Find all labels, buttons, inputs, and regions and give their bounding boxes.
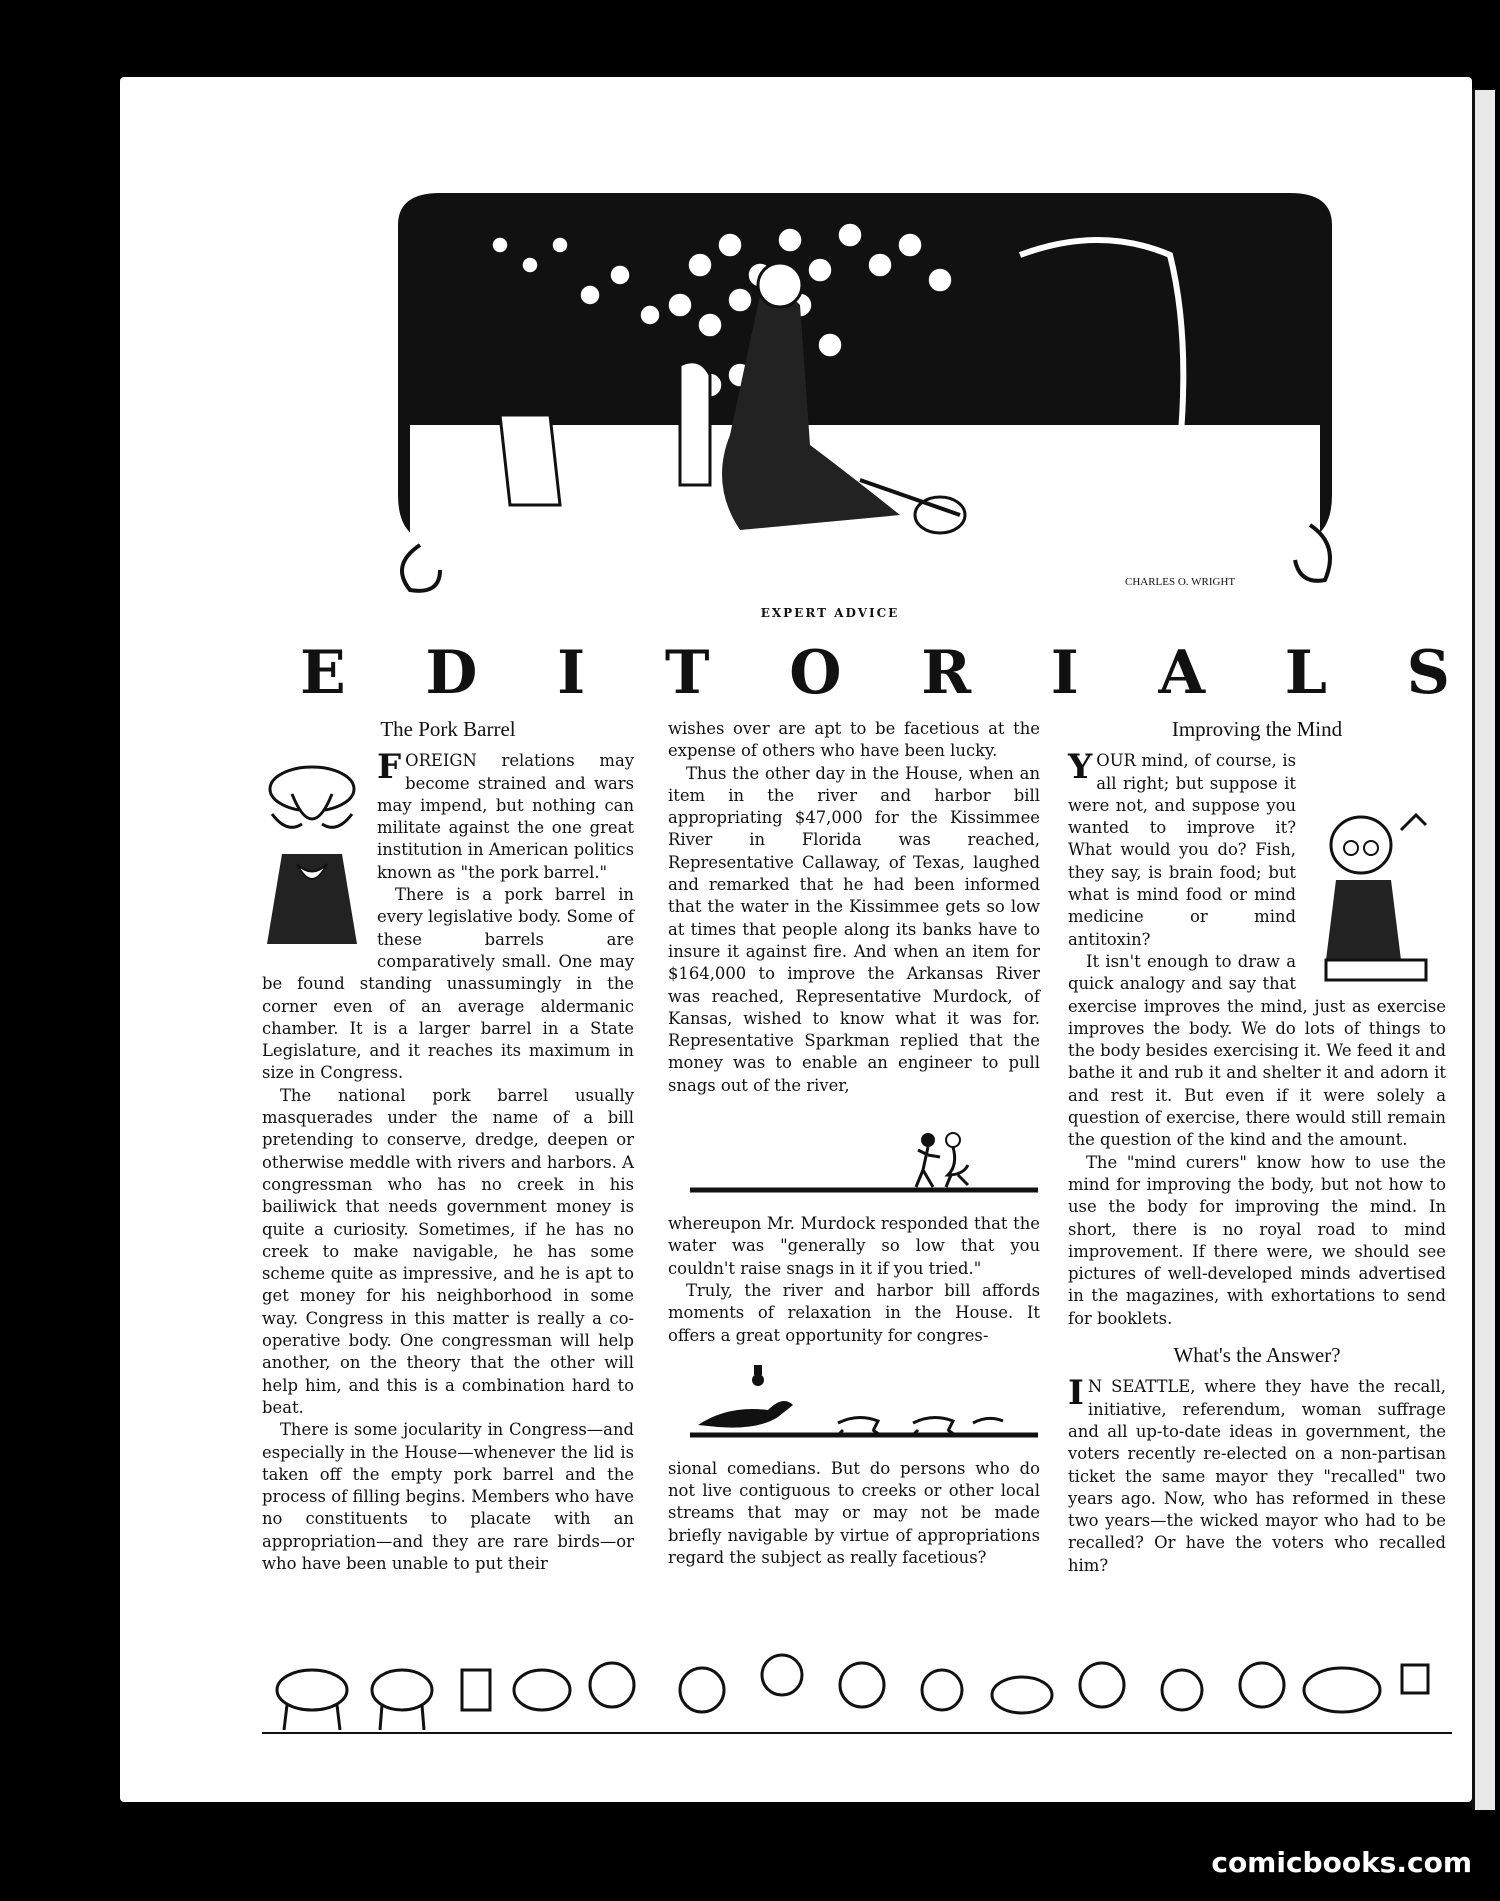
masthead-letter: T bbox=[664, 638, 710, 708]
thinker-cartoon-illustration bbox=[1306, 810, 1446, 990]
paragraph: It isn't enough to draw a quick analogy and say that exercise improves the mind, just as exercise improves the body. We do lots of things to the body besides exercising it. We feed it and bathe it and rub it and shelter it and adorn it and rest it. But even if it were solely a question of exercise, there would still remain the question of the kind and the amount. bbox=[1068, 951, 1446, 1150]
article-heading: What's the Answer? bbox=[1173, 1343, 1341, 1368]
decorative-border-strip bbox=[262, 1645, 1452, 1740]
masthead-letter: I bbox=[1050, 638, 1079, 708]
paragraph: N SEATTLE, where they have the recall, initiative, referendum, woman suffrage and all up-to-date ideas in government, the voters recently re-elected on a non-partisan ticket the same mayor they "recalled" two years ago. Now, who has reformed in these two years—the wicked mayor who had to be recalled? Or have the voters who recalled him? bbox=[1068, 1377, 1446, 1575]
facing-page-edge bbox=[1472, 90, 1495, 1810]
paragraph: The national pork barrel usually masquerades under the name of a bill pretending to conserve, dredge, deepen or otherwise meddle with rivers and harbors. A congressman who has no creek in his bailiwick that needs government money is quite a curiosity. Sometimes, if he has no creek to make navigable, he has some scheme quite as impressive, and he is apt to get money for his neighborhood in some way. Congress in this matter is really a co-operative body. One congressman will help another, on the theory that the other will help him, and this is a combination hard to beat. bbox=[262, 1085, 634, 1417]
masthead-letter: I bbox=[557, 638, 586, 708]
masthead-letter: S bbox=[1406, 638, 1450, 708]
paragraph: There is a pork barrel in every legislative body. Some of these barrels are comparatively small. One may be found standing unassumingly in the corner even of an average aldermanic chamber. It is a larger barrel in a State Legislature, and it reaches its maximum in size in Congress. bbox=[262, 885, 634, 1083]
masthead-letter: O bbox=[789, 638, 842, 708]
drop-cap: F bbox=[377, 747, 402, 788]
column-improving-mind bbox=[1068, 718, 1446, 1577]
paragraph: Truly, the river and harbor bill affords moments of relaxation in the House. It offers a great opportunity for congres- bbox=[668, 1280, 1040, 1345]
masthead-letter: R bbox=[921, 638, 972, 708]
editorials-masthead bbox=[300, 638, 1450, 708]
column-pork-barrel-continued bbox=[668, 718, 1040, 1569]
masthead-letter: L bbox=[1284, 638, 1327, 708]
paragraph: There is some jocularity in Congress—and especially in the House—whenever the lid is taken off the empty pork barrel and the process of filling begins. Members who have no constituents to placate with an appropriation—and they are rare birds—or who have been unable to put their bbox=[262, 1420, 634, 1573]
watermark-text: comicbooks.com bbox=[1211, 1846, 1472, 1879]
column-pork-barrel bbox=[262, 718, 634, 1575]
drop-cap: Y bbox=[1068, 747, 1093, 788]
congressman-cartoon-illustration bbox=[262, 754, 367, 949]
article-heading: Improving the Mind bbox=[1171, 717, 1343, 741]
dancing-figures-illustration bbox=[668, 1105, 1040, 1205]
masthead-letter: E bbox=[300, 638, 346, 708]
masthead-letter: A bbox=[1158, 638, 1206, 708]
header-illustration bbox=[380, 185, 1350, 600]
drop-cap: I bbox=[1068, 1373, 1084, 1414]
paragraph: whereupon Mr. Murdock responded that the water was "generally so low that you couldn't raise snags in it if you tried." bbox=[668, 1214, 1040, 1278]
fox-hunt-illustration bbox=[668, 1355, 1040, 1450]
paragraph: Thus the other day in the House, when an item in the river and harbor bill appropriating $47,000 for the Kissimmee River in Florida was reached, Representative Callaway, of Texas, laughed and remarked that he had been informed that the water in the Kissimmee gets so low at times that people along its banks have to insure it against fire. And when an item for $164,000 to improve the Arkansas River was reached, Representative Murdock, of Kansas, wished to know what it was for. Representative Sparkman replied that the money was to enable an engineer to pull snags out of the river, bbox=[668, 763, 1040, 1095]
masthead-letter: D bbox=[425, 638, 478, 708]
paragraph: OREIGN relations may become strained and wars may impend, but nothing can militate against the one great institution in American politics known as "the pork barrel." bbox=[377, 751, 634, 882]
paragraph: OUR mind, of course, is all right; but suppose it were not, and suppose you wanted to improve it? What would you do? Fish, they say, is brain food; but what is mind food or mind medicine or mind antitoxin? bbox=[1068, 751, 1296, 949]
illustration-caption: EXPERT ADVICE bbox=[760, 606, 900, 620]
svg-text:CHARLES O. WRIGHT: CHARLES O. WRIGHT bbox=[1125, 576, 1236, 588]
paragraph: wishes over are apt to be facetious at the expense of others who have been lucky. bbox=[668, 719, 1040, 761]
article-heading: The Pork Barrel bbox=[380, 717, 516, 741]
paragraph: The "mind curers" know how to use the mind for improving the body, but not how to use the body for improving the mind. In short, there is no royal road to mind improvement. If there were, we should see pictures of well-developed minds advertised in the magazines, with exhortations to send for booklets. bbox=[1068, 1152, 1446, 1328]
paragraph: sional comedians. But do persons who do not live contiguous to creeks or other local streams that may or may not be made briefly navigable by virtue of appropriations regard the subject as really facetious? bbox=[668, 1458, 1040, 1568]
